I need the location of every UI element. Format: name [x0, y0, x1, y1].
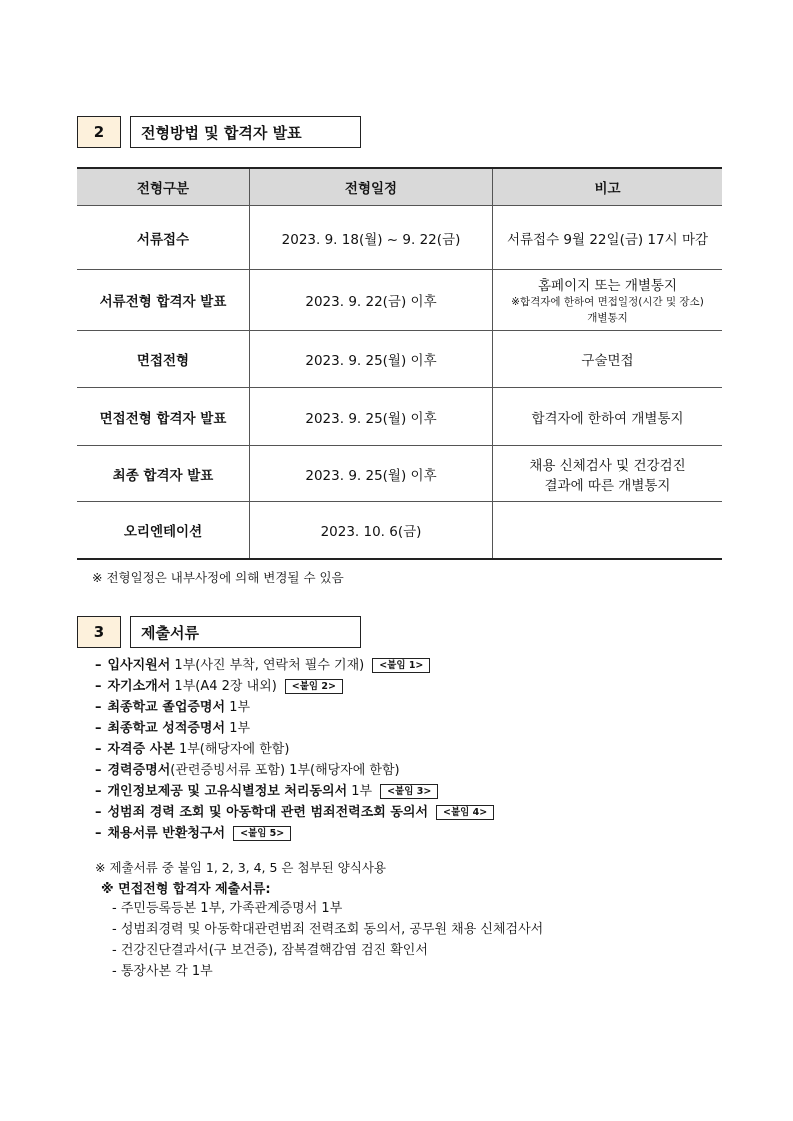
table-row: [77, 446, 722, 502]
list-item: [95, 676, 494, 697]
row-category: 면접전형 합격자 발표: [77, 388, 250, 446]
document-detail: 1부: [347, 784, 373, 799]
section-2-number: 2: [77, 116, 121, 148]
section-2-header: [77, 116, 361, 148]
header-date: 전형일정: [250, 168, 493, 206]
row-date: 2023. 10. 6(금): [250, 502, 493, 559]
list-dash: –: [95, 658, 102, 673]
document-name: 자기소개서: [107, 679, 171, 694]
list-item: [95, 697, 494, 718]
row-remark: 채용 신체검사 및 건강검진 결과에 따른 개별통지: [493, 446, 723, 502]
row-date: 2023. 9. 18(월) ~ 9. 22(금): [250, 206, 493, 270]
row-remark: 구술면접: [493, 331, 723, 388]
attachment-tag: <붙임 2>: [285, 679, 343, 694]
document-name: 개인정보제공 및 고유식별정보 처리동의서: [107, 784, 348, 799]
list-dash: –: [95, 742, 102, 757]
table-row: [77, 388, 722, 446]
row-remark-sub: ※합격자에 한하여 면접일정(시간 및 장소) 개별통지: [511, 296, 704, 324]
row-date: 2023. 9. 25(월) 이후: [250, 388, 493, 446]
document-name: 자격증 사본: [107, 742, 175, 757]
document-name: 최종학교 졸업증명서: [107, 700, 226, 715]
list-item: - 주민등록등본 1부, 가족관계증명서 1부: [112, 901, 343, 916]
schedule-note: ※ 전형일정은 내부사정에 의해 변경될 수 있음: [92, 570, 344, 585]
list-dash: –: [95, 679, 102, 694]
row-remark: [493, 502, 723, 559]
list-dash: –: [95, 721, 102, 736]
row-category: 서류전형 합격자 발표: [77, 270, 250, 331]
list-item: [95, 718, 494, 739]
schedule-table: [77, 167, 722, 560]
list-dash: –: [95, 805, 102, 820]
row-category: 면접전형: [77, 331, 250, 388]
row-category: 오리엔테이션: [77, 502, 250, 559]
attachment-note: ※ 제출서류 중 붙임 1, 2, 3, 4, 5 은 첨부된 양식사용: [95, 860, 386, 875]
table-header-row: [77, 168, 722, 206]
section-3-title: 제출서류: [130, 616, 361, 648]
interview-docs-heading: ※ 면접전형 합격자 제출서류:: [101, 882, 271, 897]
row-category: 최종 합격자 발표: [77, 446, 250, 502]
row-date: 2023. 9. 25(월) 이후: [250, 331, 493, 388]
document-detail: 1부(해당자에 한함): [174, 742, 290, 757]
list-dash: –: [95, 826, 102, 841]
section-2-title: 전형방법 및 합격자 발표: [130, 116, 361, 148]
row-remark: 서류접수 9월 22일(금) 17시 마감: [493, 206, 723, 270]
list-item: [95, 802, 494, 823]
attachment-tag: <붙임 3>: [380, 784, 438, 799]
section-3-header: [77, 616, 361, 648]
list-dash: –: [95, 700, 102, 715]
list-item: [95, 760, 494, 781]
row-category: 서류접수: [77, 206, 250, 270]
list-item: - 건강진단결과서(구 보건증), 잠복결핵감염 검진 확인서: [112, 943, 428, 958]
list-item: - 성범죄경력 및 아동학대관련범죄 전력조회 동의서, 공무원 채용 신체검사서: [112, 922, 544, 937]
row-remark: 홈페이지 또는 개별통지: [538, 278, 677, 294]
document-detail: 1부: [225, 721, 251, 736]
table-row: [77, 270, 722, 331]
document-name: 입사지원서: [107, 658, 171, 673]
document-detail: 1부: [225, 700, 251, 715]
document-name: 채용서류 반환청구서: [107, 826, 226, 841]
document-name: 경력증명서: [107, 763, 171, 778]
document-name: 성범죄 경력 조회 및 아동학대 관련 범죄전력조회 동의서: [107, 805, 429, 820]
attachment-tag: <붙임 4>: [436, 805, 494, 820]
table-row: [77, 206, 722, 270]
table-row: [77, 331, 722, 388]
table-row: [77, 502, 722, 559]
row-remark: 합격자에 한하여 개별통지: [493, 388, 723, 446]
document-detail: 1부(사진 부착, 연락처 필수 기재): [170, 658, 365, 673]
attachment-tag: <붙임 5>: [233, 826, 291, 841]
row-remark-cell: [493, 270, 723, 331]
list-item: - 통장사본 각 1부: [112, 964, 213, 979]
document-detail: 1부(A4 2장 내외): [170, 679, 277, 694]
row-date: 2023. 9. 25(월) 이후: [250, 446, 493, 502]
list-item: [95, 823, 494, 844]
header-remark: 비고: [493, 168, 723, 206]
document-detail: (관련증빙서류 포함) 1부(해당자에 한함): [170, 763, 400, 778]
row-date: 2023. 9. 22(금) 이후: [250, 270, 493, 331]
list-item: [95, 781, 494, 802]
document-list: [95, 655, 494, 844]
list-item: [95, 655, 494, 676]
header-category: 전형구분: [77, 168, 250, 206]
list-dash: –: [95, 784, 102, 799]
list-item: [95, 739, 494, 760]
list-dash: –: [95, 763, 102, 778]
interview-docs-list: [112, 898, 543, 982]
document-name: 최종학교 성적증명서: [107, 721, 226, 736]
attachment-tag: <붙임 1>: [372, 658, 430, 673]
section-3-number: 3: [77, 616, 121, 648]
